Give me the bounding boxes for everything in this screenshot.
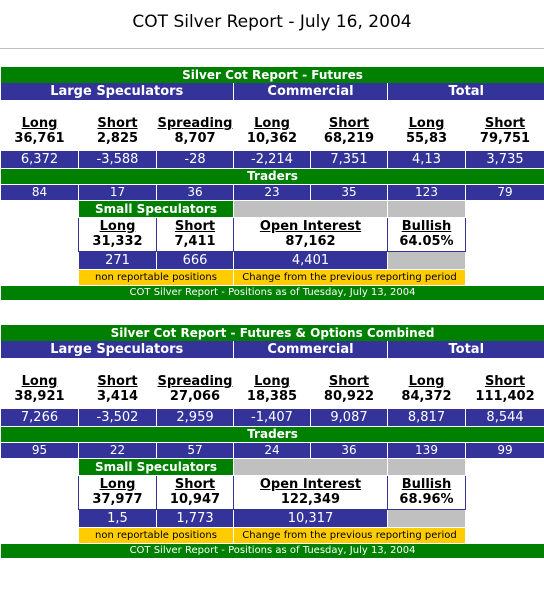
spacer [1,527,79,543]
c-short-cell [311,358,388,408]
ss-long-label: Long [99,219,136,234]
ss-long-cell [79,475,157,509]
open-interest-label: Open Interest [259,219,362,234]
spacer [466,509,544,527]
ls-spreading-cell [157,358,234,408]
cot-report-table [0,67,544,300]
ls-spreading-change: 2,959 [157,408,234,426]
spacer [1,217,79,251]
t-short-label: Short [484,115,526,131]
c-long-label: Long [254,115,290,131]
c-short-cell [311,100,388,150]
ss-long-label: Long [99,477,136,492]
ss-short-label: Short [174,219,216,234]
spacer [466,200,544,217]
c-short-change: 9,087 [311,408,388,426]
traders-ls-long: 84 [1,184,79,200]
c-short-value: 68,219 [323,130,375,146]
small-speculators-title: Small Speculators [79,200,234,217]
spacer [1,200,79,217]
spacer [466,475,544,509]
ls-short-cell [79,100,157,150]
group-large-speculators: Large Speculators [1,83,234,100]
t-short-value: 111,402 [475,388,535,404]
ls-spreading-cell [157,100,234,150]
report-title: Silver Cot Report - Futures [1,67,544,83]
c-long-label: Long [254,373,290,389]
t-long-label: Long [408,115,445,131]
t-long-change: 8,817 [388,408,466,426]
traders-ls-short: 17 [79,184,157,200]
ss-short-label: Short [174,477,216,492]
open-interest-value: 122,349 [280,492,341,507]
cot-report-table [0,325,544,558]
ls-short-label: Short [97,373,138,389]
bullish-cell [388,475,466,509]
ls-spreading-label: Spreading [157,115,233,131]
bullish-cell [388,217,466,251]
traders-c-short: 35 [311,184,388,200]
traders-ls-spreading: 36 [157,184,234,200]
spacer [1,458,79,475]
ss-short-cell [157,217,234,251]
ls-long-change: 7,266 [1,408,79,426]
change-note: Change from the previous reporting period [234,527,466,543]
ls-long-cell [1,100,79,150]
c-short-value: 80,922 [323,388,375,404]
ss-long-value: 31,332 [92,234,143,249]
c-long-value: 18,385 [246,388,298,404]
ls-short-change: -3,588 [79,150,157,168]
oi-gray-header [234,458,388,475]
traders-c-long: 23 [234,184,311,200]
traders-t-short: 79 [466,184,544,200]
traders-t-short: 99 [466,442,544,458]
ls-long-cell [1,358,79,408]
traders-header: Traders [1,168,544,184]
c-long-cell [234,100,311,150]
bullish-label: Bullish [401,477,452,492]
ss-long-value: 37,977 [92,492,143,507]
ss-short-change: 666 [157,251,234,269]
ls-long-change: 6,372 [1,150,79,168]
traders-c-long: 24 [234,442,311,458]
nonreportable-note: non reportable positions [79,527,234,543]
traders-header: Traders [1,426,544,442]
c-short-label: Short [328,373,370,389]
ls-long-label: Long [21,115,58,131]
open-interest-value: 87,162 [285,234,336,249]
t-short-cell [466,100,544,150]
ls-long-value: 36,761 [14,130,65,146]
bullish-value: 68.96% [399,492,454,507]
spacer [1,475,79,509]
t-short-cell [466,358,544,408]
t-short-change: 3,735 [466,150,544,168]
traders-ls-spreading: 57 [157,442,234,458]
spacer [466,269,544,285]
c-long-change: -1,407 [234,408,311,426]
c-long-value: 10,362 [246,130,298,146]
t-long-cell [388,358,466,408]
ss-short-value: 10,947 [169,492,221,507]
change-note: Change from the previous reporting period [234,269,466,285]
report-footer: COT Silver Report - Positions as of Tuesday, July 13, 2004 [1,543,544,558]
open-interest-label: Open Interest [259,477,362,492]
ss-long-cell [79,217,157,251]
ls-long-label: Long [21,373,58,389]
ls-long-value: 38,921 [14,388,65,404]
traders-ls-short: 22 [79,442,157,458]
nonreportable-note: non reportable positions [79,269,234,285]
group-large-speculators: Large Speculators [1,341,234,358]
t-short-label: Short [484,373,526,389]
ls-short-value: 3,414 [96,388,139,404]
open-interest-cell [234,475,388,509]
open-interest-change: 4,401 [234,251,388,269]
c-short-change: 7,351 [311,150,388,168]
ss-long-change: 1,5 [79,509,157,527]
ss-short-change: 1,773 [157,509,234,527]
ls-spreading-value: 8,707 [174,130,216,146]
ls-short-value: 2,825 [96,130,139,146]
ls-short-change: -3,502 [79,408,157,426]
t-long-cell [388,100,466,150]
bullish-gray-header [388,200,466,217]
open-interest-cell [234,217,388,251]
bullish-value: 64.05% [399,234,454,249]
t-short-value: 79,751 [479,130,531,146]
ss-short-cell [157,475,234,509]
oi-gray-header [234,200,388,217]
title-divider [0,48,544,49]
group-commercial: Commercial [234,83,388,100]
small-speculators-title: Small Speculators [79,458,234,475]
c-long-cell [234,358,311,408]
ss-short-value: 7,411 [174,234,216,249]
spacer [1,269,79,285]
bullish-change-gray [388,251,466,269]
traders-c-short: 36 [311,442,388,458]
bullish-change-gray [388,509,466,527]
page-title: COT Silver Report - July 16, 2004 [132,12,412,32]
t-long-value: 55,83 [405,130,448,146]
c-short-label: Short [328,115,370,131]
group-total: Total [388,341,544,358]
ls-spreading-change: -28 [157,150,234,168]
traders-ls-long: 95 [1,442,79,458]
traders-t-long: 123 [388,184,466,200]
spacer [466,458,544,475]
c-long-change: -2,214 [234,150,311,168]
bullish-label: Bullish [401,219,452,234]
open-interest-change: 10,317 [234,509,388,527]
t-long-value: 84,372 [401,388,452,404]
ls-spreading-value: 27,066 [169,388,221,404]
report-title: Silver Cot Report - Futures & Options Combined [1,325,544,341]
t-long-change: 4,13 [388,150,466,168]
ss-long-change: 271 [79,251,157,269]
group-commercial: Commercial [234,341,388,358]
traders-t-long: 139 [388,442,466,458]
ls-short-cell [79,358,157,408]
spacer [466,527,544,543]
ls-spreading-label: Spreading [157,373,233,389]
group-total: Total [388,83,544,100]
spacer [1,251,79,269]
t-short-change: 8,544 [466,408,544,426]
spacer [466,251,544,269]
report-footer: COT Silver Report - Positions as of Tuesday, July 13, 2004 [1,285,544,300]
ls-short-label: Short [97,115,138,131]
spacer [466,217,544,251]
spacer [1,509,79,527]
bullish-gray-header [388,458,466,475]
t-long-label: Long [408,373,445,389]
